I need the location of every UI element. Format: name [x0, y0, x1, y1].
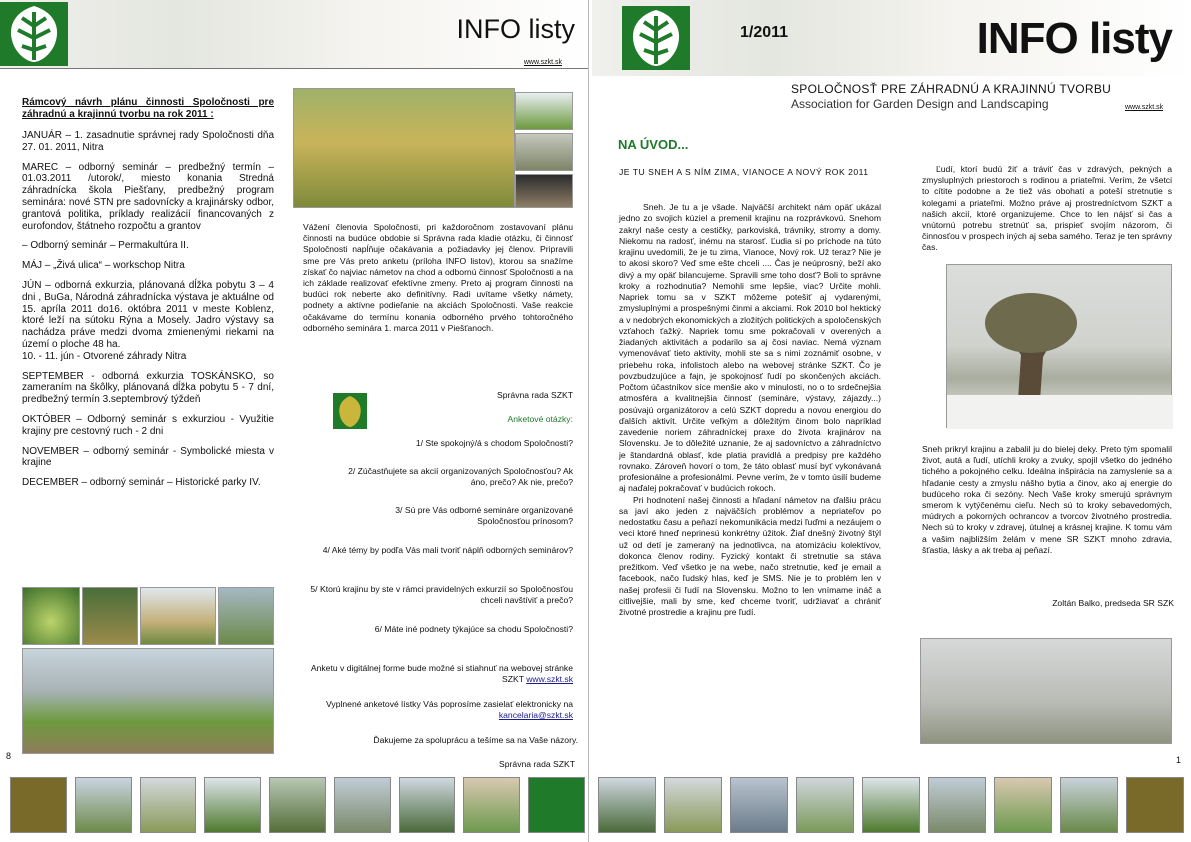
plan-heading: Rámcový návrh plánu činnosti Spoločnosti pre záhradnú a krajinnú tvorbu na rok 2011 : — [22, 97, 274, 120]
page-number: 8 — [6, 751, 12, 761]
header-title: INFO listy — [976, 14, 1172, 63]
download-note: Anketu v digitálnej forme bude možné si stiahnuť na webovej stránke SZKT www.szkt.sk — [310, 663, 573, 685]
photo-thumb — [463, 777, 520, 833]
photo-courtyard — [218, 587, 274, 645]
header-url[interactable]: www.szkt.sk — [1125, 104, 1164, 111]
photo-thumb — [334, 777, 391, 833]
photo-thumb — [730, 777, 788, 833]
photo-thumb — [598, 777, 656, 833]
photo-autumn-trees — [293, 88, 515, 208]
photo-thumb — [862, 777, 920, 833]
photo-thumb — [994, 777, 1052, 833]
survey-question: 3/ Sú pre Vás odborné semináre organizované Spoločnosťou prínosom? — [395, 505, 573, 527]
photo-cross — [515, 174, 573, 208]
survey-question: 4/ Aké témy by podľa Vás mali tvoriť náplň odborných seminárov? — [322, 545, 573, 555]
signature: Zoltán Balko, predseda SR SZK — [1052, 598, 1174, 608]
plan-item: MÁJ – „Živá ulica“ – workschop Nitra — [22, 260, 185, 272]
page-8 — [0, 0, 589, 842]
section-title: NA ÚVOD... — [618, 137, 689, 152]
photo-grass — [82, 587, 138, 645]
plan-list — [22, 130, 274, 497]
photo-living-street — [22, 648, 274, 754]
page-number: 1 — [1176, 755, 1182, 765]
photo-thumb — [204, 777, 261, 833]
szkt-logo-thumb — [10, 777, 67, 833]
right-column-text-2: Sneh prikryl krajinu a zabalil ju do bielej deky. Preto tým spomalil život, autá a ľudí, utíchli kroky a zvuky, spojil všetko do jedného tichého a pokojného celku. Ideálna inšpirácia na zamyslenie sa a hľadanie cesty a zmyslu nášho bytia a činov, ako aj energie do budúceho roka či sezóny. Nech Vaše kroky smerujú správnym smerom k vytýčenému cieľu. Nech sú to kroky sebavedomých, múdrych a pokorných ochrancov a tvorcov životného prostredia. Nech sú to kroky v zdravej, útulnej a krásnej krajine. K tomu vám a vašim najbližším želám v mene SR SZKT mnoho zdravia, šťastia, lásky a ak treba aj peňazí. — [922, 444, 1172, 555]
photo-thumb — [75, 777, 132, 833]
closing-signature: Správna rada SZKT — [499, 759, 575, 769]
survey-question: 6/ Máte iné podnety týkajúce sa chodu Spoločnosti? — [374, 624, 573, 634]
plan-item: JANUÁR – 1. zasadnutie správnej rady Spoločnosti dňa 27. 01. 2011, Nitra — [22, 130, 274, 153]
photo-thumb — [1060, 777, 1118, 833]
plan-item: NOVEMBER – odborný seminár - Symbolické miesta v krajine — [22, 445, 274, 469]
photo-dolmen — [515, 133, 573, 171]
thumbnail-strip — [10, 776, 585, 834]
header-divider — [0, 68, 589, 69]
letter-signature: Správna rada SZKT — [497, 390, 573, 400]
plan-item: 10. - 11. jún - Otvorené záhrady Nitra — [22, 350, 187, 362]
email-link[interactable]: kancelaria@szkt.sk — [498, 710, 573, 721]
org-name-en: Association for Garden Design and Landscaping — [791, 97, 1049, 111]
plan-item: JÚN – odborná exkurzia, plánovaná dĺžka pobytu 3 – 4 dni , BuGa, Národná záhradnícka výstava je aktuálne od 15. apríla 2011 do16. októbra 2011 v meste Koblenz, ktoré leží na sútoku Rýna a Mosely. Jadro výstavy sa nachádza práve medzi dvoma zmienenými riekami na území o ploche 48 ha. — [22, 279, 274, 350]
photo-frosty-landscape — [920, 638, 1172, 744]
survey-question: 1/ Ste spokojný/á s chodom Spoločnosti? — [415, 438, 573, 448]
plan-item: SEPTEMBER - odborná exkurzia TOSKÁNSKO, so zameraním na škôlky, plánovaná dĺžka pobytu 5 - 7 dní, predbežný termín 3.septembrový týždeň — [22, 370, 274, 406]
photo-thumb — [140, 777, 197, 833]
plan-item: OKTÓBER – Odborný seminár s exkurziou - Využitie krajiny pre cestovný ruch - 2 dni — [22, 413, 274, 437]
thanks-note: Ďakujeme za spoluprácu a tešíme sa na Vaše názory. — [373, 735, 578, 745]
right-column-text-1: Ľudí, ktorí budú žiť a tráviť čas v zdravých, pekných a zmysluplných priestoroch s rodinou a priateľmi. Verím, že všetci to cítite podobne a že tiež vás obohatí a poteší stretnutie s kolegami a priateľmi. Možno práve aj prostredníctvom SZKT a našich akcií, ktoré organizujeme. Chce to len nájsť si čas a vnútornú potrebu stretnúť sa, prispieť svojím názorom, či činnosťou v prospech iných aj seba samého. Teraz je ten správny čas. — [922, 164, 1172, 253]
photo-thumb — [664, 777, 722, 833]
szkt-logo-thumb — [528, 777, 585, 833]
szkt-logo-thumb — [1126, 777, 1184, 833]
tree-icon — [947, 265, 1173, 429]
photo-thumb — [269, 777, 326, 833]
plan-item: DECEMBER – odborný seminár – Historické parky IV. — [22, 477, 261, 489]
send-note: Vyplnené anketové lístky Vás poprosíme zasielať elektronicky na kancelaria@szkt.sk — [326, 699, 573, 721]
photo-chapel — [515, 92, 573, 130]
letter-text: Vážení členovia Spoločnosti, pri každoročnom zostavovaní plánu činnosti na budúce obdobie si Správna rada kladie otázku, či činnosť Spoločnosti napĺňuje očakávania a požiadavky jej členov. Pripravili sme pre Vás preto anketu (príloha INFO listov), ktorou sa snažíme získať čo najviac námetov na chod a odbornú činnosť Spoločnosti a na ich základe realizovať efektívne zmeny. Preto aj program činnosti na budúci rok neberte ako definitívny. Radi uvítame všetky námety, podnety a aktívne podieľanie na akciách Spoločnosti. Vaše reakcie očakávame do termínu konania odborného prvého tohtoročného odborného seminára 1. marca 2011 v Piešťanoch. — [303, 222, 573, 333]
photo-thumb — [928, 777, 986, 833]
photo-thumb — [796, 777, 854, 833]
header-url[interactable]: www.szkt.sk — [523, 59, 562, 66]
org-name: SPOLOČNOSŤ PRE ZÁHRADNÚ A KRAJINNÚ TVORBU — [791, 82, 1112, 96]
plan-item: MAREC – odborný seminár – predbežný termín – 01.03.2011 /utorok/, miesto konania Stredná záhradnícka škola Piešťany, predbežný program seminára: nové STN pre sadovnícky a krajinársky odbor, grantová politika, príklady realizácií financovaných z eurofondov, štátneho rozpočtu a grantov — [22, 161, 274, 232]
szkt-logo-icon — [0, 2, 68, 66]
header-title: INFO listy — [456, 14, 575, 44]
survey-title: Anketové otázky: — [507, 414, 573, 424]
survey-question: 5/ Ktorú krajinu by ste v rámci pravidelných exkurzií so Spoločnosťou chceli navštíviť a prečo? — [310, 584, 573, 606]
photo-plant — [22, 587, 80, 645]
website-link[interactable]: www.szkt.sk — [526, 674, 573, 685]
page-1 — [592, 0, 1191, 842]
survey-question: 2/ Zúčastňujete sa akcií organizovaných Spoločnosťou? Ak áno, prečo? Ak nie, prečo? — [348, 466, 573, 488]
main-text: Sneh. Je tu a je všade. Najväčší architekt nám opäť ukázal jedno zo svojich kúziel a premenil krajinu na rozprávkovú. Snehom zakryl naše cesty a cestičky, parkoviská, trávniky, stromy a domy. Niekomu na radosť, inému na starosť. Ľudia si po príchode na túto krajinu uvedomili, že je tu zima, Vianoce, Nový rok. Už teraz? Nie je to akosi skoro? Veď sme ešte chceli .... Čas je neúprosný, beží ako divý a my opäť bilancujeme. Spravili sme toho dosť? Boli to správne kroky a rozhodnutia? Nemohli sme lepšie, viac? Určite mohli. Napriek tomu sa v SZKT môžeme potešiť aj vydarenými, zmysluplnými a prospešnými činmi a akciami. Rok 2010 bol hektický a v nedobrých ekonomických a zložitých politických a spoločenských vzťahoch ťažký. Napriek tomu sme pokračovali v overených a žiadaných aktivitách a podarilo sa aj čosi naviac. Nemá význam vymenovávať tieto aktivity, mohli ste sa s nimi zoznámiť osobne, v priebehu roka, infolistoch alebo na webovej stránke SZKT. Čo je povzbudzujúce a fajn, je spokojnosť ľudí po skončených akciách. Počtom účastníkov síce menšie ako v minulosti, no o to srdečnejšia atmosféra a kvalitnejšia činnosť (semináre, výstavy, zájazdy...) posúvajú organizátorov a celú SZKT dopredu a novou energiou do ďalších aktivít. Určite veľkým a dôležitým činom bolo napríklad zavedenie noriem záhradníckej praxe do života krajinárov na Slovensku. Je to dôležité uznanie, že aj sadovníctvo a záhradníctvo je štandardná oblasť, kde platia pravidlá a predpisy pre každého rovnako. Zároveň hovorí o tom, že táto oblasť musí byť vykonávaná profesionálne a profesionálmi. Pevne verím, že v tomto úsilí budeme aj naďalej pokračovať v budúcich rokoch. Pri hodnotení našej činnosti a hľadaní námetov na ďalšiu prácu sa javí ako jeden z najväčších problémov a nepriateľov po nedostatku času a peňazí nekomunikácia medzi ľuďmi a nezáujem o veci ktoré hneď neprinesú konkrétny úžitok. Žiaľ dnešný životný štýl už od detí je zameraný na jednotlivca, na atomizáciu kolektívov, dokonca členov rodiny. Fyzický kontakt či stretnutie sa stáva prežitkom. Veď všetko je na webe, načo stretnutie, keď je email a facebook, načo ľudský hlas, keď je SMS. Nie je to problém len v našej profesii či ľudí na Slovensku. Možno to len vnímame ináč a citlivejšie, mali by sme, keď chceme tvoriť, udržiavať a chrániť životné prostredie a krajinu pre ľudí. — [619, 202, 881, 617]
intro-heading: JE TU SNEH A S NÍM ZIMA, VIANOCE A NOVÝ ROK 2011 — [619, 167, 869, 177]
photo-palace — [140, 587, 216, 645]
photo-snowy-tree — [946, 264, 1172, 428]
thumbnail-strip — [598, 776, 1188, 834]
photo-thumb — [399, 777, 456, 833]
plan-item: – Odborný seminár – Permakultúra II. — [22, 240, 189, 252]
szkt-logo-icon — [620, 6, 692, 70]
issue-number: 1/2011 — [740, 24, 789, 41]
